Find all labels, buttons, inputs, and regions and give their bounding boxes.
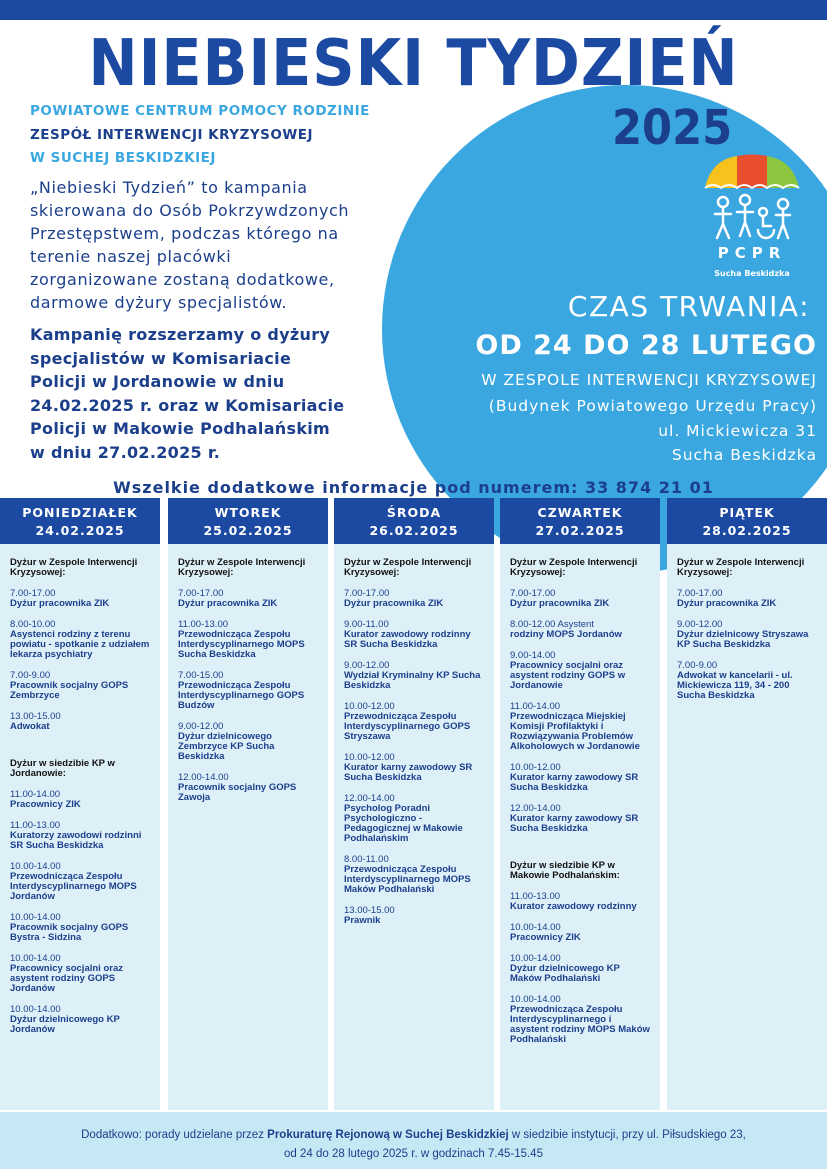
- duty-time: 10.00-12.00: [344, 752, 395, 763]
- duty-time: 10.00-14.00: [10, 861, 61, 872]
- duty-description: Dyżur pracownika ZIK: [178, 598, 278, 609]
- duty-entry: [510, 651, 650, 691]
- section-heading-text: Dyżur w siedzibie KP w Jordanowie:: [10, 758, 115, 779]
- footer-note: [0, 1112, 827, 1169]
- duty-time: 10.00-12.00: [510, 762, 561, 773]
- duty-description: Pracownik socjalny GOPS Bystra - Sidzina: [10, 922, 129, 943]
- duty-time: 10.00-14.00: [10, 953, 61, 964]
- day-header: [334, 498, 494, 544]
- footer-text-post: w siedzibie instytucji, przy ul. Piłsudskiego 23,: [508, 1129, 746, 1141]
- duty-description: Pracownicy ZIK: [10, 799, 81, 810]
- duty-description: Dyżur pracownika ZIK: [677, 598, 777, 609]
- duty-entry: [510, 954, 650, 984]
- section-heading: [510, 861, 650, 881]
- logo-subtext: Sucha Beskidzka: [714, 269, 790, 278]
- day-name: CZWARTEK: [537, 505, 623, 520]
- duty-time: 10.00-14.00: [10, 912, 61, 923]
- duty-description: Pracownicy socjalni oraz asystent rodziny GOPS Jordanów: [10, 963, 123, 994]
- section-heading-text: Dyżur w siedzibie KP w Makowie Podhalańskim:: [510, 860, 620, 881]
- duty-entry: [344, 794, 484, 844]
- org-name-line1: POWIATOWE CENTRUM POMOCY RODZINIE: [30, 103, 370, 119]
- duty-time: 8.00-12.00 Asystent: [510, 619, 594, 630]
- campaign-paragraph: [30, 323, 410, 464]
- day-name: ŚRODA: [386, 505, 442, 520]
- duty-time: 8.00-11.00: [344, 854, 389, 865]
- duty-entry: [344, 589, 484, 609]
- duty-description: Przewodnicząca Miejskiej Komisji Profilaktyki i Rozwiązywania Problemów Alkoholowych w Jordanowie: [510, 711, 640, 752]
- day-column: [334, 498, 494, 1110]
- contact-info-line: Wszelkie dodatkowe informacje pod numerem: 33 874 21 01: [113, 478, 714, 497]
- duty-entry: [677, 661, 817, 701]
- duty-entry: [510, 702, 650, 752]
- duty-description: Przewodnicząca Zespołu Interdyscyplinarnego MOPS Jordanów: [10, 871, 137, 902]
- duty-description: Adwokat w kancelarii - ul. Mickiewicza 119, 34 - 200 Sucha Beskidzka: [677, 670, 793, 701]
- duty-description: Przewodnicząca Zespołu Interdyscyplinarnego i asystent rodziny MOPS Maków Podhalański: [510, 1004, 650, 1045]
- campaign-line: specjalistów w Komisariacie: [30, 348, 292, 368]
- duty-time: 13.00-15.00: [344, 905, 395, 916]
- duty-time: 7.00-9.00: [677, 660, 718, 671]
- duty-entry: [178, 620, 318, 660]
- duty-entry: [178, 589, 318, 609]
- duty-time: 13.00-15.00: [10, 711, 61, 722]
- duty-description: Przewodnicząca Zespołu Interdyscyplinarnego MOPS Sucha Beskidzka: [178, 629, 305, 660]
- duty-time: 7.00-17.00: [10, 588, 56, 599]
- duty-description: Dyżur pracownika ZIK: [344, 598, 444, 609]
- umbrella-family-logo: [703, 152, 801, 282]
- duty-description: Kurator karny zawodowy SR Sucha Beskidzka: [510, 813, 639, 834]
- duty-entry: [10, 620, 150, 660]
- duty-time: 9.00-12.00: [677, 619, 723, 630]
- duty-entry: [344, 753, 484, 783]
- duty-entry: [344, 906, 484, 926]
- umbrella-green-segment: [767, 156, 799, 188]
- duty-description: Dyżur pracownika ZIK: [10, 598, 110, 609]
- duty-entry: [10, 821, 150, 851]
- duty-time: 12.00-14.00: [510, 803, 561, 814]
- duty-time: 7.00-17.00: [677, 588, 723, 599]
- duty-description: Przewodnicząca Zespołu Interdyscyplinarnego GOPS Budzów: [178, 680, 305, 711]
- duty-time: 10.00-12.00: [344, 701, 395, 712]
- duty-entry: [344, 661, 484, 691]
- duty-entry: [10, 954, 150, 994]
- day-date: 24.02.2025: [35, 523, 125, 538]
- day-column: [168, 498, 328, 1110]
- duty-description: Pracownik socjalny GOPS Zawoja: [178, 782, 297, 803]
- duty-entry: [510, 923, 650, 943]
- duty-time: 7.00-9.00: [10, 670, 51, 681]
- duty-description: Asystenci rodziny z terenu powiatu - spotkanie z udziałem lekarza psychiatry: [10, 629, 150, 660]
- day-entries: [168, 544, 328, 803]
- day-column: [667, 498, 827, 1110]
- duty-entry: [10, 589, 150, 609]
- umbrella-yellow-segment: [705, 156, 737, 188]
- section-heading-text: Dyżur w Zespole Interwencji Kryzysowej:: [178, 557, 306, 578]
- duty-time: 7.00-17.00: [178, 588, 224, 599]
- duty-entry: [510, 804, 650, 834]
- footer-text-line2: od 24 do 28 lutego 2025 r. w godzinach 7.45-15.45: [284, 1148, 543, 1160]
- duty-time: 12.00-14.00: [178, 772, 229, 783]
- umbrella-red-segment: [737, 155, 767, 189]
- duty-description: Kurator zawodowy rodzinny SR Sucha Beskidzka: [344, 629, 471, 650]
- duration-dates: OD 24 DO 28 LUTEGO: [475, 330, 817, 361]
- duty-entry: [10, 1005, 150, 1035]
- duty-description: Dyżur pracownika ZIK: [510, 598, 610, 609]
- duty-description: Pracownicy ZIK: [510, 932, 581, 943]
- section-heading: [510, 558, 650, 578]
- duty-entry: [178, 671, 318, 711]
- duty-entry: [510, 589, 650, 609]
- top-bar: [0, 0, 827, 20]
- org-name-line3: W SUCHEJ BESKIDZKIEJ: [30, 150, 216, 166]
- place-line: W ZESPOLE INTERWENCJI KRYZYSOWEJ: [481, 371, 817, 389]
- section-heading-text: Dyżur w Zespole Interwencji Kryzysowej:: [344, 557, 472, 578]
- duty-description: Wydział Kryminalny KP Sucha Beskidzka: [344, 670, 481, 691]
- duty-description: Pracownik socjalny GOPS Zembrzyce: [10, 680, 129, 701]
- section-heading: [344, 558, 484, 578]
- duty-entry: [10, 913, 150, 943]
- campaign-line: 24.02.2025 r. oraz w Komisariacie: [30, 395, 345, 415]
- duty-description: Dyżur dzielnicowy Stryszawa KP Sucha Beskidzka: [677, 629, 809, 650]
- duty-entry: [510, 620, 650, 640]
- duty-time: 9.00-11.00: [344, 619, 389, 630]
- duty-description: Adwokat: [10, 721, 50, 732]
- campaign-line: Kampanię rozszerzamy o dyżury: [30, 325, 331, 344]
- duty-time: 11.00-13.00: [510, 891, 561, 902]
- duty-description: Kurator zawodowy rodzinny: [510, 901, 637, 912]
- campaign-line: Policji w Jordanowie w dniu: [30, 372, 285, 391]
- duty-entry: [510, 763, 650, 793]
- duty-description: Kurator karny zawodowy SR Sucha Beskidzka: [510, 772, 639, 793]
- campaign-line: w dniu 27.02.2025 r.: [30, 442, 221, 462]
- duty-time: 10.00-14.00: [510, 922, 561, 933]
- place-line: (Budynek Powiatowego Urzędu Pracy): [488, 397, 817, 415]
- place-line: ul. Mickiewicza 31: [658, 422, 817, 440]
- intro-line: Przestępstwem, podczas którego na: [30, 224, 339, 243]
- day-header: [667, 498, 827, 544]
- logo-text: PCPR: [717, 244, 787, 262]
- section-heading: [10, 759, 150, 779]
- duty-entry: [10, 790, 150, 810]
- duty-entry: [344, 855, 484, 895]
- intro-line: skierowana do Osób Pokrzywdzonych: [30, 201, 350, 220]
- section-spacer: [510, 845, 650, 861]
- section-spacer: [10, 743, 150, 759]
- duty-entry: [344, 702, 484, 742]
- duty-description: Psycholog Poradni Psychologiczno - Pedagogicznej w Makowie Podhalańskim: [344, 803, 463, 844]
- place-line: Sucha Beskidzka: [671, 446, 817, 464]
- duty-description: Dyżur dzielnicowego KP Maków Podhalański: [510, 963, 620, 984]
- duty-description: Prawnik: [344, 915, 381, 926]
- section-heading: [10, 558, 150, 578]
- duty-time: 10.00-14.00: [10, 1004, 61, 1015]
- duty-description: Przewodnicząca Zespołu Interdyscyplinarnego MOPS Maków Podhalański: [344, 864, 471, 895]
- duty-entry: [178, 722, 318, 762]
- duty-description: Kurator karny zawodowy SR Sucha Beskidzka: [344, 762, 473, 783]
- duty-entry: [10, 671, 150, 701]
- day-header: [500, 498, 660, 544]
- intro-line: „Niebieski Tydzień” to kampania: [30, 178, 308, 197]
- day-name: WTOREK: [214, 505, 282, 520]
- duty-entry: [510, 892, 650, 912]
- section-heading-text: Dyżur w Zespole Interwencji Kryzysowej:: [510, 557, 638, 578]
- duty-entry: [677, 620, 817, 650]
- duty-time: 10.00-14.00: [510, 953, 561, 964]
- day-date: 27.02.2025: [535, 523, 625, 538]
- duty-entry: [10, 862, 150, 902]
- section-heading-text: Dyżur w Zespole Interwencji Kryzysowej:: [10, 557, 138, 578]
- duty-time: 8.00-10.00: [10, 619, 56, 630]
- day-entries: [500, 544, 660, 1045]
- intro-line: terenie naszej placówki: [30, 247, 232, 266]
- day-entries: [0, 544, 160, 1035]
- duty-time: 10.00-14.00: [510, 994, 561, 1005]
- day-column: [500, 498, 660, 1110]
- duration-label: CZAS TRWANIA:: [567, 290, 810, 323]
- duty-time: 11.00-14.00: [10, 789, 61, 800]
- section-heading: [178, 558, 318, 578]
- page-title: NIEBIESKI TYDZIEŃ: [88, 27, 739, 101]
- duty-description: Przewodnicząca Zespołu Interdyscyplinarnego GOPS Stryszawa: [344, 711, 471, 742]
- intro-paragraph: [30, 176, 425, 314]
- intro-line: zorganizowane zostaną dodatkowe,: [30, 270, 335, 289]
- day-header: [168, 498, 328, 544]
- org-name-line2: ZESPÓŁ INTERWENCJI KRYZYSOWEJ: [30, 127, 313, 143]
- duty-entry: [344, 620, 484, 650]
- day-entries: [667, 544, 827, 701]
- duty-entry: [510, 995, 650, 1045]
- year-label: 2025: [612, 100, 733, 156]
- footer-text-pre: Dodatkowo: porady udzielane przez: [81, 1129, 268, 1141]
- day-name: PIĄTEK: [719, 505, 775, 520]
- day-column: [0, 498, 160, 1110]
- duty-entry: [10, 712, 150, 732]
- day-name: PONIEDZIAŁEK: [22, 505, 138, 520]
- day-date: 25.02.2025: [203, 523, 293, 538]
- campaign-line: Policji w Makowie Podhalańskim: [30, 419, 331, 438]
- duty-time: 11.00-13.00: [10, 820, 61, 831]
- duty-time: 7.00-15.00: [178, 670, 224, 681]
- footer-text-bold: Prokuraturę Rejonową w Suchej Beskidzkiej: [267, 1129, 509, 1141]
- day-header: [0, 498, 160, 544]
- section-heading: [677, 558, 817, 578]
- duty-description: Kuratorzy zawodowi rodzinni SR Sucha Beskidzka: [10, 830, 142, 851]
- day-entries: [334, 544, 494, 926]
- duty-time: 11.00-14.00: [510, 701, 561, 712]
- duty-description: Pracownicy socjalni oraz asystent rodziny GOPS w Jordanowie: [510, 660, 626, 691]
- day-date: 26.02.2025: [369, 523, 459, 538]
- duty-time: 11.00-13.00: [178, 619, 229, 630]
- duty-time: 9.00-14.00: [510, 650, 556, 661]
- day-date: 28.02.2025: [702, 523, 792, 538]
- duty-time: 7.00-17.00: [510, 588, 556, 599]
- duty-entry: [677, 589, 817, 609]
- section-heading-text: Dyżur w Zespole Interwencji Kryzysowej:: [677, 557, 805, 578]
- duty-time: 9.00-12.00: [344, 660, 390, 671]
- duty-time: 9.00-12.00: [178, 721, 224, 732]
- duty-description: Dyżur dzielnicowego Zembrzyce KP Sucha Beskidzka: [178, 731, 275, 762]
- duty-description: rodziny MOPS Jordanów: [510, 629, 622, 640]
- duty-description: Dyżur dzielnicowego KP Jordanów: [10, 1014, 120, 1035]
- duty-time: 7.00-17.00: [344, 588, 390, 599]
- duty-entry: [178, 773, 318, 803]
- duty-time: 12.00-14.00: [344, 793, 395, 804]
- schedule-table: [0, 498, 827, 1110]
- intro-line: darmowe dyżury specjalistów.: [30, 293, 288, 312]
